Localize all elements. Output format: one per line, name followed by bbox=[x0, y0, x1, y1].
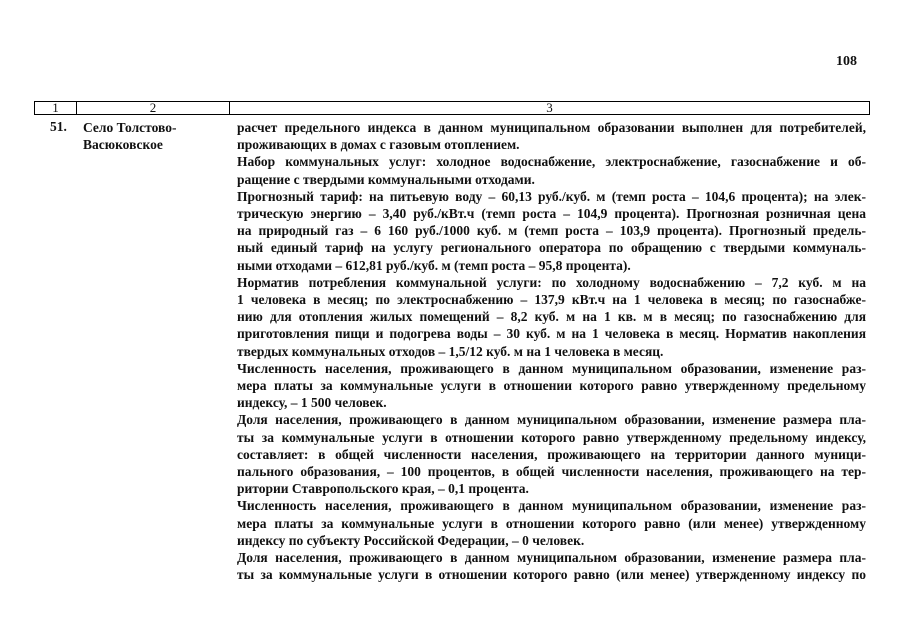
description-line: Норматив потребления коммунальной услуги: по холодному водоснабжению – 7,2 куб. м на bbox=[237, 274, 866, 290]
description-line: пального образования, – 100 процентов, в общей численности населения, проживающего на тер- bbox=[237, 464, 866, 480]
description-line: Доля населения, проживающего в данном муниципальном образовании, изменение размера пла- bbox=[237, 412, 866, 428]
description-line: твердых коммунальных отходов – 1,5/12 куб. м на 1 человека в месяц. bbox=[237, 343, 664, 359]
description-line: ный единый тариф на услугу регионального оператора по обращению с твердыми коммуналь- bbox=[237, 240, 866, 256]
table-header-row bbox=[34, 101, 870, 115]
description-line: мера платы за коммунальные услуги в отношении которого равно (или менее) утвержденному bbox=[237, 515, 866, 531]
description-line: Численность населения, проживающего в данном муниципальном образовании, изменение раз- bbox=[237, 360, 866, 376]
description-line: индексу, – 1 500 человек. bbox=[237, 395, 387, 411]
page-number: 108 bbox=[836, 54, 857, 69]
description-line: Численность населения, проживающего в данном муниципальном образовании, изменение раз- bbox=[237, 498, 866, 514]
description-line: Прогнозный тариф: на питьевую воду – 60,13 руб./куб. м (темп роста – 104,6 процента); на элек- bbox=[237, 188, 866, 204]
description-line: Доля населения, проживающего в данном муниципальном образовании, изменение размера пла- bbox=[237, 550, 866, 566]
description-line: нию для отопления жилых помещений – 8,2 куб. м на 1 кв. м в месяц; по газоснабжению для bbox=[237, 309, 866, 325]
description-line: ращение с твердыми коммунальными отходами. bbox=[237, 171, 535, 187]
description-paragraph bbox=[237, 497, 866, 549]
row-number: 51. bbox=[50, 119, 67, 134]
description-line: расчет предельного индекса в данном муниципальном образовании выполнен для потребителей, bbox=[237, 120, 866, 135]
settlement-name-line: Село Толстово- bbox=[83, 120, 177, 135]
description-line: проживающих в домах с газовым отоплением. bbox=[237, 137, 520, 153]
column-header-3: 3 bbox=[546, 100, 553, 115]
description-paragraph bbox=[237, 153, 866, 187]
description-paragraph bbox=[237, 274, 866, 360]
description-paragraph bbox=[237, 188, 866, 274]
description-line: ными отходами – 612,81 руб./куб. м (темп роста – 95,8 процента). bbox=[237, 257, 631, 273]
settlement-name-line: Васюковское bbox=[83, 137, 163, 152]
row-description bbox=[237, 119, 866, 583]
description-line: ты за коммунальные услуги в отношении которого равно (или менее) утвержденному индексу по bbox=[237, 567, 866, 583]
description-line: трическую энергию – 3,40 руб./кВт.ч (темп роста – 104,9 процента). Прогнозная розничная цена bbox=[237, 206, 866, 222]
description-line: ты за коммунальные услуги в отношении которого равно утвержденному предельному индексу, bbox=[237, 429, 866, 445]
description-line: Набор коммунальных услуг: холодное водоснабжение, электроснабжение, газоснабжение и об- bbox=[237, 154, 866, 170]
settlement-name bbox=[83, 119, 176, 153]
description-paragraph bbox=[237, 360, 866, 412]
description-line: ритории Ставропольского края, – 0,1 процента. bbox=[237, 481, 529, 497]
description-line: приготовления пищи и подогрева воды – 30 куб. м на 1 человека в месяц. Норматив накопления bbox=[237, 326, 866, 342]
column-header-2: 2 bbox=[77, 102, 230, 114]
description-line: на природный газ – 6 160 руб./1000 куб. м (темп роста – 103,9 процента). Прогнозный предель- bbox=[237, 223, 866, 239]
description-line: мера платы за коммунальные услуги в отношении которого равно утвержденному предельному bbox=[237, 378, 866, 394]
column-header-1: 1 bbox=[35, 102, 77, 114]
description-paragraph bbox=[237, 411, 866, 497]
description-line: индексу по субъекту Российской Федерации, – 0 человек. bbox=[237, 532, 585, 548]
description-line: 1 человека в месяц; по электроснабжению – 137,9 кВт.ч на 1 человека в месяц; по газоснабже- bbox=[237, 292, 866, 308]
description-line: составляет: в общей численности населения, проживающего на территории данного муници- bbox=[237, 446, 866, 462]
description-paragraph bbox=[237, 549, 866, 583]
description-paragraph bbox=[237, 119, 866, 153]
